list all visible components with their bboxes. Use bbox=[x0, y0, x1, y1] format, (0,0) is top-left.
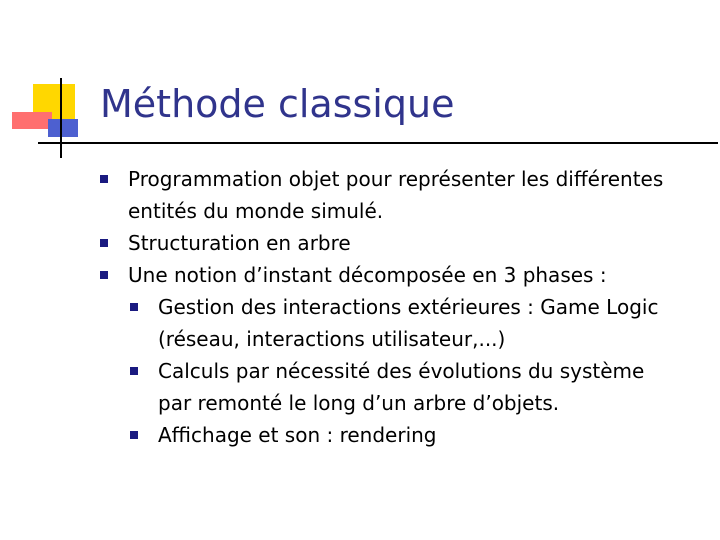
title-underline bbox=[38, 142, 718, 144]
decorative-blue-square bbox=[48, 119, 78, 137]
sub-list-item bbox=[100, 419, 705, 451]
decorative-vertical-line bbox=[60, 78, 62, 158]
decorative-red-bar bbox=[12, 112, 52, 129]
sub-list-item bbox=[100, 355, 705, 419]
list-item-text: Calculs par nécessité des évolutions du système bbox=[158, 359, 645, 383]
slide-title: Méthode classique bbox=[100, 82, 455, 126]
list-item-text: entités du monde simulé. bbox=[128, 199, 384, 223]
square-bullet-icon bbox=[130, 431, 138, 439]
square-bullet-icon bbox=[100, 239, 108, 247]
bullet-list bbox=[100, 163, 705, 451]
list-item-text: Une notion d’instant décomposée en 3 phases : bbox=[128, 263, 607, 287]
list-item-text: Gestion des interactions extérieures : Game Logic bbox=[158, 295, 659, 319]
square-bullet-icon bbox=[130, 303, 138, 311]
list-item-text: (réseau, interactions utilisateur,...) bbox=[158, 327, 506, 351]
sub-list-item bbox=[100, 291, 705, 355]
list-item-text: par remonté le long d’un arbre d’objets. bbox=[158, 391, 560, 415]
square-bullet-icon bbox=[100, 271, 108, 279]
square-bullet-icon bbox=[100, 175, 108, 183]
list-item bbox=[100, 227, 705, 259]
list-item-text: Affichage et son : rendering bbox=[158, 423, 437, 447]
list-item-text: Programmation objet pour représenter les différentes bbox=[128, 167, 664, 191]
list-item-text: Structuration en arbre bbox=[128, 231, 351, 255]
list-item bbox=[100, 163, 705, 227]
square-bullet-icon bbox=[130, 367, 138, 375]
list-item bbox=[100, 259, 705, 291]
